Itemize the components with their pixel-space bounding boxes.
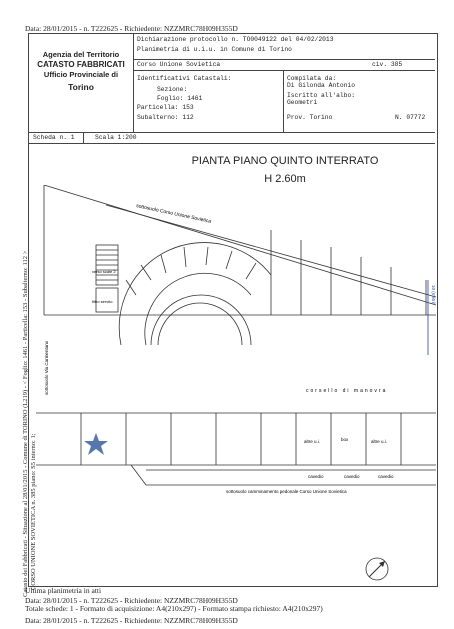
declaration-box <box>133 34 435 60</box>
compilata-name: Di Gilonda Antonio <box>287 82 356 89</box>
bottom-walkway-label: sottosuolo camminamento pedonale Corso Unione Sovietica <box>226 489 347 494</box>
corsello-label: corsello di manovra <box>306 388 388 394</box>
dimension-label: 10 (metri) <box>431 285 436 305</box>
altre-ui-2: altre u.i. <box>371 439 388 444</box>
subalterno-field: Subalterno: 112 <box>137 114 194 121</box>
agency-box <box>29 34 134 132</box>
cavedio-1: cavedio <box>308 474 324 479</box>
compilata-box <box>283 70 435 133</box>
compilata-label: Compilata da: <box>287 75 337 82</box>
ultima-planimetria: Ultima planimetria in atti <box>25 586 102 595</box>
scheda-divider <box>29 143 435 144</box>
declaration-civ: civ. 385 <box>372 61 403 68</box>
side-cadastre-text: Catasto dei Fabbricati - Situazione al 28/01/2015 - Comune di TORINO (L219) - < Foglio: 1461 - Particella: 153 - Subalterno: 112 > <box>22 250 29 597</box>
footer-line-2: Totale schede: 1 - Formato di acquisizione: A4(210x297) - Formato stampa richiesto: A4(210x297) <box>25 604 323 613</box>
box-label: box <box>341 437 349 442</box>
side-address-text: CORSO UNIONE SOVIETICA n. 385 piano: S5 interno: 1; <box>30 433 37 590</box>
albo-value: Geometri <box>287 99 318 106</box>
plan-height: H 2.60m <box>264 173 306 185</box>
office-label: Ufficio Provinciale di <box>43 70 119 79</box>
scheda-separator <box>83 133 84 143</box>
declaration-comune: Planimetria di u.i.u. in Comune di Torino <box>137 46 292 53</box>
unit-marker-star <box>84 433 108 455</box>
agency-name: Agenzia del Territorio <box>42 50 120 59</box>
iscritto-label: Iscritto all'albo: <box>287 92 356 99</box>
ramp-outer <box>119 243 271 345</box>
bottom-line: Data: 28/01/2015 - n. T222625 - Richiedente: NZZMRC78H09H355D <box>25 616 238 625</box>
scala: Scala 1:200 <box>95 134 137 141</box>
plan-title: PIANTA PIANO QUINTO INTERRATO <box>191 155 379 167</box>
declaration-address: Corso Unione Sovietica <box>137 61 221 68</box>
identificativi-box <box>133 70 284 133</box>
filtro-label: filtro servito <box>92 299 113 304</box>
street-top-label: sottosuolo Corso Unione Sovietica <box>135 203 212 225</box>
top-header-line: Data: 28/01/2015 - n. T222625 - Richiedente: NZZMRC78H09H355D <box>25 24 238 33</box>
num-value: N. 07772 <box>395 114 426 121</box>
cavedio-2: cavedio <box>344 474 360 479</box>
floor-plan <box>36 185 436 505</box>
cavedio-3: cavedio <box>378 474 394 479</box>
altre-ui-1: altre u.i. <box>304 439 321 444</box>
footer-line-1: Data: 28/01/2015 - n. T222625 - Richiedente: NZZMRC78H09H355D <box>25 596 238 605</box>
identificativi-title: Identificativi Catastali: <box>137 75 232 82</box>
north-arrow-icon <box>363 555 391 583</box>
scheda-number: Scheda n. 1 <box>33 134 75 141</box>
left-street-label: sottosuolo Via Carmentano <box>44 340 49 395</box>
declaration-protocol: Dichiarazione protocollo n. TO0049122 del 04/02/2013 <box>137 36 334 43</box>
foglio-field: Foglio: 1461 <box>157 95 203 102</box>
office-city: Torino <box>68 82 94 92</box>
particella-field: Particella: 153 <box>137 104 194 111</box>
verso-scale-label: verso scale 2 <box>92 269 116 274</box>
prov-value: Prov. Torino <box>287 114 333 121</box>
header-divider <box>29 132 435 133</box>
sezione-field: Sezione: <box>157 86 188 93</box>
catasto-title: CATASTO FABBRICATI <box>37 60 125 69</box>
